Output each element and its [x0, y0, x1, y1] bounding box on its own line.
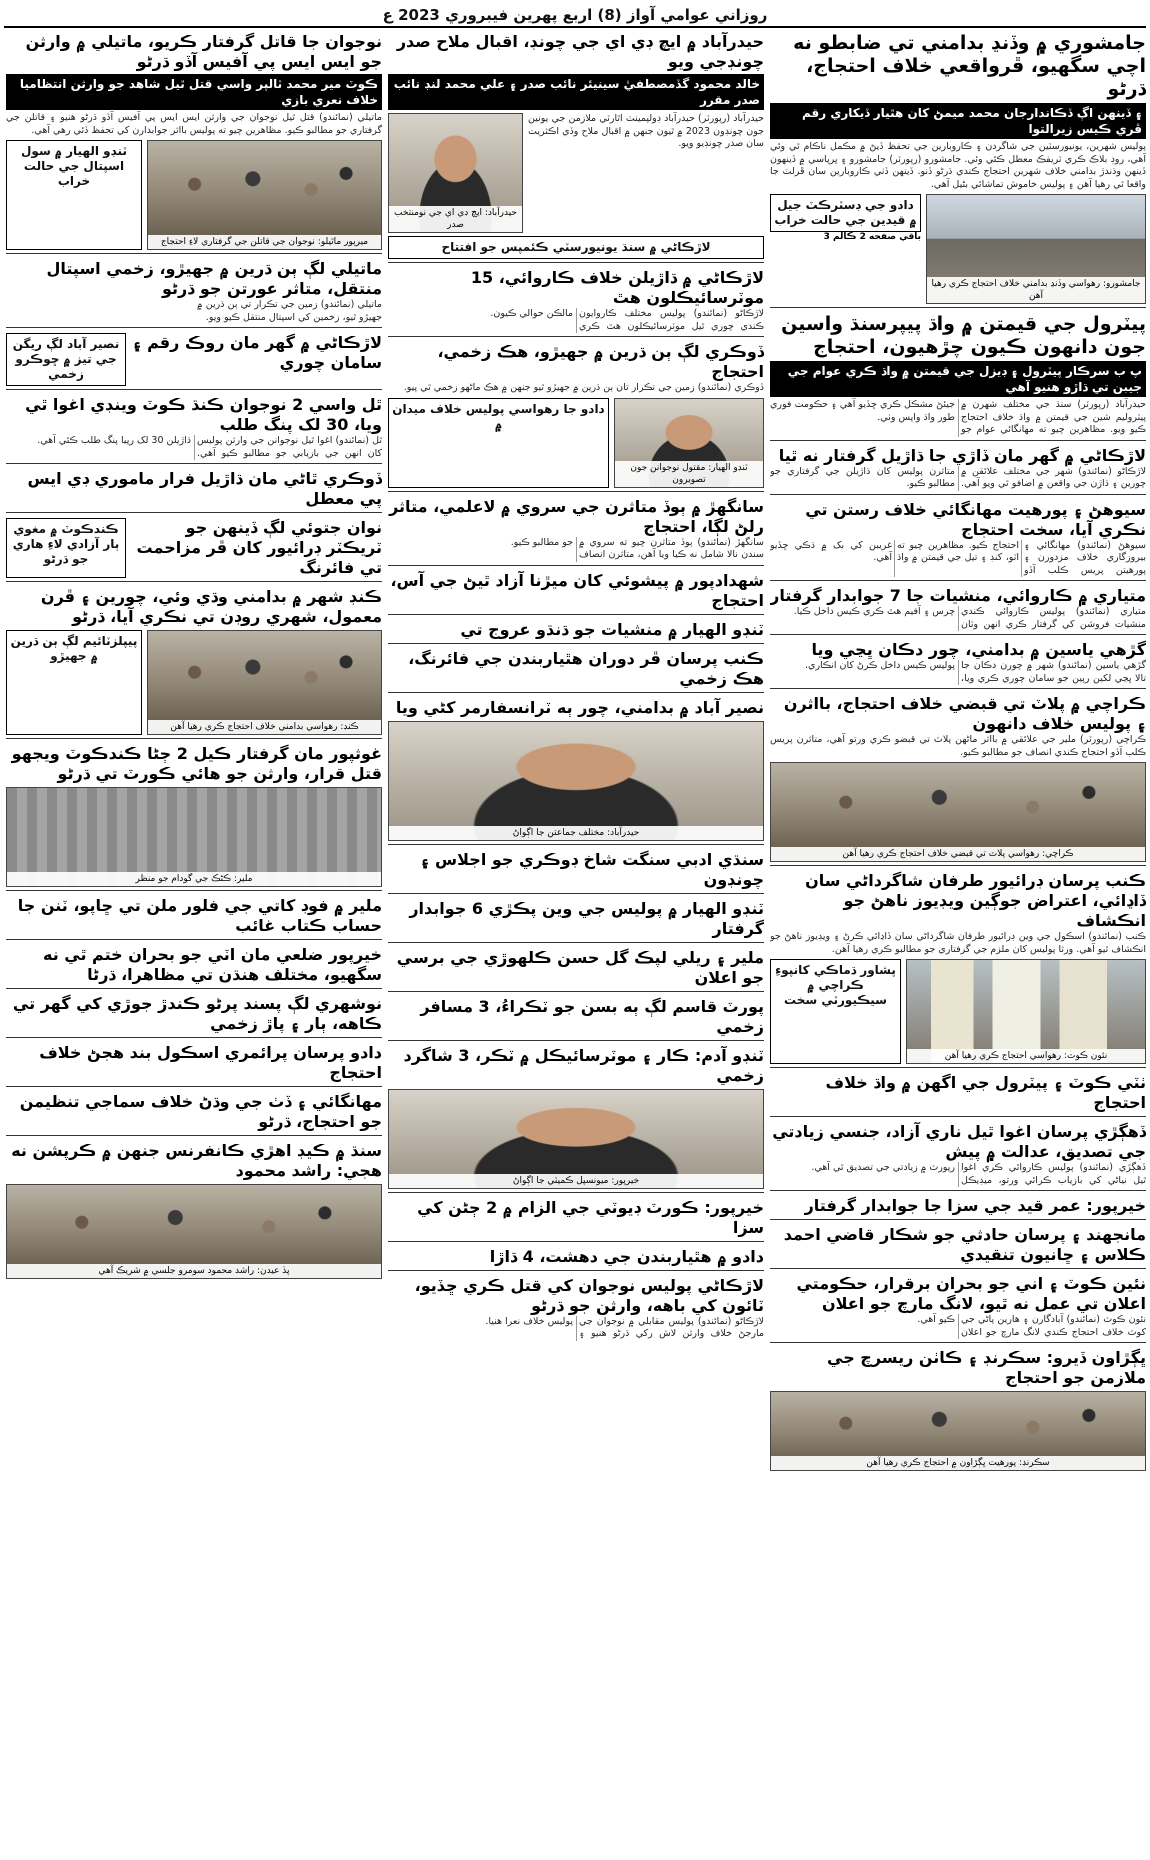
headline: سيوهڻ ۽ پورهيت مهانگائي خلاف رستن تي نڪري آيا، سخت احتجاج [805, 499, 1146, 539]
headline: ٿل واسي 2 نوجوان ڪنڌ ڪوٽ وينڊي اغوا ٿي ويا، 30 لک پنگ طلب [25, 395, 382, 434]
story-khairpur-court [388, 1198, 764, 1242]
inset-box: ٽنڊو الهيار ۾ سول اسپتال جي حالت خراب [6, 140, 142, 250]
story-body: ماتيلي (نمائندو) قتل ٿيل نوجوان جي وارثن ايس ايس پي آفيس آڏو ڌرڻو هنيو ۽ قاتلن جي گرفتاري جو مطالبو ڪيو. مظاهرين چيو ته پوليس بااثر جوابدارن کي تحفظ ڏئي رهي آهي. [6, 112, 382, 136]
headline: دادو پرسان پرائمري اسڪول بند هجڻ خلاف احتجاج [39, 1043, 382, 1082]
headline: شهدادپور ۾ پيشوئي کان ميڙنا آزاد ٿيڻ جي آس، احتجاج [390, 570, 764, 610]
story-nawab-kot [770, 1073, 1146, 1117]
headline: لاڙڪاڻي ۾ گهر مان ڏاڙي جا ڌاڙيل گرفتار نه ٿيا [778, 445, 1146, 465]
headline: نئين ڪوٽ ۽ اني جو بحران برقرار، حڪومتي اعلان تي عمل نه ٿيو، لانگ مارچ جو اعلان [796, 1274, 1146, 1313]
headline: سانگهڙ ۾ ٻوڏ متاثرن جي سروي ۾ لاعلمي، متاثر رلڻ لڳا، احتجاج [389, 496, 764, 536]
story-matli-clash [6, 259, 382, 328]
story-matiari [770, 586, 1146, 635]
photo-caption: حيدرآباد: ايچ ڊي اي جي نومنتخب صدر [389, 206, 522, 232]
photo-protest-signs [906, 959, 1146, 1064]
story-thul-kidnap [6, 395, 382, 464]
columns-grid [4, 32, 1146, 1860]
photo-sakrand [770, 1391, 1146, 1471]
headline: غوثپور مان گرفتار ڪيل 2 ڄڻا ڪندڪوٽ ويجهو قتل قرار، وارثن جو هائي ڪورٽ تي ڌرڻو [11, 744, 382, 783]
photo-victims [614, 398, 764, 488]
story-dadu-robberies [388, 1247, 764, 1271]
story-body: ٿل (نمائندو) اغوا ٿيل نوجوانن جي وارثن پوليس کان انهن جي بازيابي جو مطالبو ڪيو آهي. ڌاڙيلن 30 لک رپيا پنگ طلب ڪئي آهي. [37, 435, 382, 459]
story-body: ڏهڳڙي (نمائندو) پوليس ڪاروائي ڪري اغوا ٿيل نياڻي کي بازياب ڪرائي ورتو، ميڊيڪل رپورٽ ۾ زيادتي جي تصديق ٿي آهي. [811, 1162, 1146, 1186]
story-karachi-plot [770, 694, 1146, 866]
story-body: ڪراچي (رپورٽر) ملير جي علائقي ۾ بااثر ماڻهن پلاٽ تي قبضو ڪري ورتو آهي، متاثرن پريس ڪلب آڏو احتجاج ڪندي انصاف جو مطالبو ڪيو. [770, 734, 1146, 758]
story-tando-adam [388, 1046, 764, 1193]
headline: پيٽرول جي قيمتن ۾ واڌ پيپرسنڌ واسين جون دانهون ڪيون چڙهيون، احتجاج [781, 313, 1146, 358]
story-dokri-escape [6, 469, 382, 513]
headline: خيرپور: ڪورٽ ڊيوٽي جي الزام ۾ 2 ڄڻن کي سزا [417, 1197, 764, 1237]
story-matli-murder [6, 32, 382, 254]
story-body: پوليس شهرين، يونيورسٽين جي شاگردن ۽ ڪاروبارين جي تحفظ ڏيڻ ۾ مڪمل ناڪام ٿي وئي آهي، روڊ بلاڪ ڪري ٽريفڪ معطل ڪئي وئي. جامشورو (رپورٽر) جامشورو ۽ ڀرپاسي ۾ ڏينهون ڏينهن وڌندڙ بدامني خلاف شهرين احتجاج ڪندي ڌرڻو ڏنو. ڏينهن ڏٺي ڪاروبارين سان ڦرلٽ جا واقعا ٿي رهيا آهن ۽ پوليس خاموش تماشائي بڻيل آهي. [770, 141, 1146, 190]
headline: خيرپور ضلعي مان اٽي جو بحران ختم ٿي نه سگهيو، مختلف هنڌن تي مظاهرا، ڌرڻا [43, 945, 382, 984]
subheadline-bar: پ ب سرڪار پيٽرول ۽ ڊيزل جي قيمتن ۾ واڌ ڪري عوام جي جيبن تي ڌاڙو هنيو آهي [770, 361, 1146, 397]
headline: ڏهڳڙي پرسان اغوا ٿيل ناري آزاد، جنسي زيادتي جي تصديق، عدالت ۾ پيش [772, 1122, 1146, 1161]
inset-box: لاڙڪاڻي ۾ سنڌ يونيورسٽي ڪئمپس جو افتتاح [388, 236, 764, 259]
story-body: ماتيلي (نمائندو) زمين جي تڪرار تي ٻن ڌرين ۾ جهيڙو ٿيو، زخمين کي اسپتال منتقل ڪيو ويو. [197, 299, 382, 323]
photo-rally [6, 1184, 382, 1279]
headline: ڪنب پرسان ڦر دوران هٿياربندن جي فائرنگ، هڪ زخمي [408, 648, 764, 688]
story-jamshoro [770, 32, 1146, 308]
headline: خيرپور: عمر قيد جي سزا جا جوابدار گرفتار [804, 1196, 1146, 1215]
story-body: لاڙڪاڻو (نمائندو) شهر جي مختلف علائقن ۾ چورين ۽ ڌاڙن جي واقعن ۾ اضافو ٿي ويو آهي. متاثرن پوليس کان ڌاڙيلن جي گرفتاري جو مطالبو ڪيو. [770, 465, 1146, 489]
story-naudero-firing [6, 518, 382, 582]
headline: ماتيلي لڳ ٻن ڌرين ۾ جهيڙو، زخمي اسپتال منتقل، متاثر عورتن جو ڌرڻو [46, 259, 382, 298]
headline: ڏوڪري ٿاڻي مان ڌاڙيل فرار ماموري ڊي ايس پي معطل [27, 469, 382, 508]
story-body: سيوهڻ (نمائندو) مهانگائي ۽ بيروزگاري خلاف مزدورن ۽ پورهيتن پريس ڪلب آڏو احتجاج ڪيو. مظاهرين چيو ته اٽو، کنڊ ۽ تيل جي قيمتن ۾ واڌ غريبن کي بک ۾ ڌڪي ڇڏيو آهي. [770, 539, 1146, 576]
masthead: روزاني عوامي آواز (8) اربع پهرين فيبروري 2023 ع [4, 4, 1146, 28]
headline: حيدرآباد ۾ ايچ ڊي اي جي چونڊ، اقبال ملاح صدر چونڊجي ويو [396, 32, 764, 71]
headline: ملير ۽ ريلي لپڪ گل حسن ڪلهوڙي جي برسي جو اعلان [396, 947, 764, 987]
headline: ڏوڪري لڳ ٻن ڌرين ۾ جهيڙو، هڪ زخمي، احتجاج [437, 342, 764, 381]
story-kanb-firing [388, 649, 764, 693]
story-body: ڪنب (نمائندو) اسڪول جي وين ڊرائيور طرفان شاگرداڻي سان ڏاڍائي ڪرڻ ۽ ويڊيوز ناهڻ جو انڪشاف ٿيو آهي. ورثا پوليس کان ملزم جي گرفتاري جو مطالبو ڪري رهيا آهن. [770, 931, 1146, 955]
headline: ڪنب پرسان ڊرائيور طرفان شاگرداڻي سان ڏاڍائي، اعتراض جوڳين ويڊيوز ناهڻ جو انڪشاف [805, 871, 1146, 930]
story-dokri-clash [388, 342, 764, 492]
photo-caption: جامشورو: رهواسي وڏنڍ بدامني خلاف احتجاج ڪري رهيا آهن [927, 277, 1145, 303]
inset-box: دادو جا رهواسي پوليس خلاف ميدان ۾ [388, 398, 609, 488]
headline: ٽنڊو الهيار ۾ پوليس جي وين پڪڙي 6 جوابدار گرفتار [409, 898, 764, 938]
headline: سنڌي ادبي سنگت شاخ ڊوڪري جو اجلاس ۽ چونڊون [420, 849, 764, 889]
headline: لاڙڪاڻي پوليس نوجوان کي قتل ڪري ڇڏيو، ٽائون کي باهه، وارثن جو ڌرڻو [414, 1275, 764, 1315]
headline: مهانگائي ۽ ڏٺ جي وڌڻ خلاف سماجي تنظيمن جو احتجاج، ڌرڻو [19, 1092, 382, 1131]
column-left [6, 32, 382, 1860]
story-body: لاڙڪاڻو (نمائندو) پوليس مقابلي ۾ نوجوان جي مارجڻ خلاف وارثن لاش رکي ڌرڻو هنيو ۽ پوليس خلاف نعرا هنيا. [485, 1315, 764, 1339]
column-middle [388, 32, 764, 1860]
story-water-crisis [770, 1274, 1146, 1343]
headline: پورٽ قاسم لڳ ٻه بسن جو ٽڪراءُ، 3 مسافر زخمي [420, 996, 764, 1036]
story-ghouspur [6, 744, 382, 891]
headline: ملير ۾ فوڊ کاتي جي فلور ملن تي ڇاپو، ٽنن جا حساب ڪتاب غائب [17, 896, 382, 935]
headline: دادو ۾ هٿياربندن جي دهشت، 4 ڌاڙا [489, 1246, 764, 1266]
story-adabi-sangat [388, 850, 764, 894]
column-right [770, 32, 1146, 1860]
story-naushahro [6, 994, 382, 1038]
photo-caption: ٽنڊو الهيار: مقتول نوجوانن جون تصويرون [615, 461, 763, 487]
photo-caption: نئون ڪوٽ: رهواسي احتجاج ڪري رهيا آهن [907, 1049, 1145, 1063]
story-dahgri [770, 1122, 1146, 1191]
photo-leaders [388, 721, 764, 841]
headline: ڪراچي ۾ پلاٽ تي قبضي خلاف احتجاج، بااثرن ۽ پوليس خلاف دانهون [783, 694, 1146, 733]
photo-caption: ڪراچي: رهواسي پلاٽ تي قبضي خلاف احتجاج ڪري رهيا آهن [771, 847, 1145, 861]
story-sehwan [770, 500, 1146, 582]
story-body: حيدرآباد (رپورٽر) حيدرآباد ڊولپمينٽ اٿارٽي ملازمن جي يونين جون چونڊون 2023 ۾ ٿيون جنهن ۾ اقبال ملاح وڏي اڪثريت سان صدر چونڊيو ويو. [528, 113, 764, 149]
headline: لاڙڪاڻي ۾ گهر مان روڪ رقم ۽ سامان چوري [132, 333, 382, 372]
story-port-qasim [388, 997, 764, 1041]
story-body: سانگهڙ (نمائندو) ٻوڏ متاثرن چيو ته سروي ۾ سندن نالا شامل نه ڪيا ويا آهن، متاثرن انصاف جو مطالبو ڪيو. [510, 536, 764, 560]
photo-portrait [388, 113, 523, 233]
headline: نوجوان جا قاتل گرفتار ڪريو، ماتيلي ۾ وارثن جو ايس ايس پي آفيس آڏو ڌرڻو [25, 32, 382, 71]
photo-caption: ميرپور ماٿيلو: نوجوان جي قاتلن جي گرفتاري لاءِ احتجاج [148, 235, 381, 249]
photo-caption: خيرپور: ميونسپل ڪميٽي جا اڳواڻ [389, 1174, 763, 1188]
story-khairpur-flour [6, 945, 382, 989]
story-dadu-school [6, 1043, 382, 1087]
headline: سنڌ ۾ ڪيڊ اهڙي ڪانفرنس جنهن ۾ ڪرپشن نه هجي: راشد محمود [11, 1141, 382, 1180]
photo-protest-karachi [770, 762, 1146, 862]
inset-box: دادو جي ڊسٽرڪٽ جيل ۾ قيدين جي حالت خراب [770, 194, 921, 232]
subheadline-bar: ۽ ڏينهن اڳ ڏڪاندارجان محمد ميمڻ کان هٿيار ڏيکاري رقم ڦري ڪيس زيرالتوا [770, 103, 1146, 139]
photo-caption: حيدرآباد: مختلف جماعتن جا اڳواڻ [389, 826, 763, 840]
photo-warehouse [6, 787, 382, 887]
subheadline-bar: خالد محمود گڏمصطفيٰ سينيئر نائب صدر ۽ علي محمد لنڊ نائب صدر مقرر [388, 74, 764, 110]
headline: ڀڳڙاون ڏيرو: سڪرنڊ ۽ ڪاٺن ريسرچ جي ملازمن جو احتجاج [827, 1348, 1146, 1387]
headline: جامشوري ۾ وڏنڍ بدامني تي ضابطو نه اچي سگهيو، ڦرواقعي خلاف احتجاج، ڌرڻو [793, 32, 1146, 100]
headline: مانجهند ۽ پرسان حادثي جو شڪار قاضي احمد ڪلاس ۽ ڇانيون تنقيدي [783, 1225, 1146, 1264]
story-body: ڏوڪري (نمائندو) زمين جي تڪرار تان ٻن ڌرين ۾ جهيڙو ٿيو جنهن ۾ هڪ ماڻهو زخمي ٿي پيو. [403, 382, 764, 393]
headline: ٽنڊو آدم: ڪار ۽ موٽرسائيڪل ۾ ٽڪر، 3 شاگرد زخمي [403, 1045, 764, 1085]
photo-caption: ملير: ڪڻڪ جي گودام جو منظر [7, 872, 381, 886]
headline: نوشهري لڳ پسند پرڻو ڪندڙ جوڙي کي گهر تي ڪاهه، ٻار ۽ پاڙ زخمي [12, 994, 382, 1033]
story-garhi-yasin [770, 640, 1146, 689]
photo-caption: پڏ عيدن: راشد محمود سومرو جلسي ۾ شريڪ آهي [7, 1264, 381, 1278]
story-body: متياري (نمائندو) پوليس ڪاروائي ڪندي منشيات فروشن کي گرفتار ڪري انهن وٽان چرس ۽ آفيم هٿ ڪري ڪيس داخل ڪيا. [793, 606, 1146, 630]
headline: متياري ۾ ڪاروائي، منشيات جا 7 جوابدار گرفتار [770, 586, 1146, 605]
story-body: لاڙڪاڻو (نمائندو) پوليس مختلف ڪاروايون ڪندي چوري ٿيل موٽرسائيڪلون هٿ ڪري مالڪن حوالي ڪيون. [490, 308, 764, 332]
headline: نصير آباد ۾ بدامني، چور ٻه ٽرانسفارمر کڻي ويا [395, 697, 764, 717]
story-rashid-mehmood [6, 1141, 382, 1282]
inset-box: ڪندڪوٽ ۾ مغوي ٻار آزادي لاءِ هاري جو ڌرڻو [6, 518, 126, 578]
story-sanghar-flood [388, 497, 764, 566]
photo-protest-road [926, 194, 1146, 304]
story-petrol [770, 313, 1146, 441]
story-sakrand [770, 1348, 1146, 1474]
story-nasirabad [388, 698, 764, 845]
headline: نوان جتوئي لڳ ڏينهن جو ٽريڪٽر ڊرائيور کان ڦر مزاحمت تي فائرنگ [136, 518, 382, 577]
story-body: حيدرآباد (رپورٽر) سنڌ جي مختلف شهرن ۾ پيٽرولیم شين جي قيمتن ۾ واڌ خلاف احتجاج ڪيو ويو. مظاهرين چيو ته مهانگائي عوام جو جيئڻ مشڪل ڪري ڇڏيو آهي ۽ حڪومت فوري طور واڌ واپس وٺي. [770, 399, 1146, 435]
headline: ٽنڊو الهيار ۾ منشيات جو ڌنڌو عروج تي [460, 619, 764, 639]
inset-box: پشاور ڌماڪي کانپوءِ ڪراچي ۾ سيڪيورٽي سخت [770, 959, 901, 1064]
continued-label: باقي صفحه 2 ڪالم 3 [823, 232, 921, 242]
inset-box: پيپلزٽائيم لڳ ٻن ڌرين ۾ جهيڙو [6, 630, 142, 735]
story-khairpur-sentence [770, 1196, 1146, 1220]
inset-box: نصير آباد لڳ ريگن جي تيز ۾ ڇوڪرو زخمي [6, 333, 126, 386]
story-shahdadpur [388, 571, 764, 615]
photo-khairpur-committee [388, 1089, 764, 1189]
story-tando-arrests [388, 899, 764, 943]
headline: گڙهي ياسين ۾ بدامني، چور دڪان ڀڃي ويا [811, 640, 1146, 659]
story-larkana-police [388, 1276, 764, 1344]
headline: لاڙڪاڻي ۾ ڌاڙيلن خلاف ڪاروائي، 15 موٽرسائيڪلون هٿ [470, 268, 764, 307]
story-body: نئون ڪوٽ (نمائندو) آبادگارن ۽ هارين پاڻي جي کوٽ خلاف احتجاج ڪندي لانگ مارچ جو اعلان ڪيو آهي. [917, 1314, 1146, 1338]
photo-caption: سڪرنڊ: پورهيت ڀڳڙاون ۾ احتجاج ڪري رهيا آهن [771, 1456, 1145, 1470]
story-hda-election [388, 32, 764, 263]
story-manjhand [770, 1225, 1146, 1269]
story-inflation-social [6, 1092, 382, 1136]
photo-caption: ڪنڊ: رهواسي بدامني خلاف احتجاج ڪري رهيا آهن [148, 720, 381, 734]
headline: ڪنڊ شهر ۾ بدامني وڌي وئي، چورين ۽ ڦرن معمول، شهري روڊن تي نڪري آيا، ڌرڻو [40, 587, 382, 626]
story-malir-barsi [388, 948, 764, 992]
photo-kand-protest [147, 630, 382, 735]
story-larkana-home-theft [6, 333, 382, 390]
headline: ٺٽي ڪوٽ ۽ پيٽرول جي اگهن ۾ واڌ خلاف احتجاج [825, 1073, 1146, 1112]
story-kand-city [6, 587, 382, 739]
story-malir-flour [6, 896, 382, 940]
story-larkana-theft [770, 446, 1146, 495]
subheadline-bar: ڪوٽ مير محمد ٽالپر واسي قتل ٿيل شاهد جو وارثن انتظاميا خلاف نعري بازي [6, 74, 382, 110]
story-tando-drugs [388, 620, 764, 644]
story-larkana-bikes [388, 268, 764, 337]
photo-protest-matli [147, 140, 382, 250]
story-kanb-driver [770, 871, 1146, 1068]
story-body: گڙهي ياسين (نمائندو) شهر ۾ چورن دڪان جا تالا ڀڃي لکين رپين جو سامان چوري ڪري ويا، پوليس ڪيس داخل ڪرڻ کان انڪاري. [804, 660, 1146, 684]
